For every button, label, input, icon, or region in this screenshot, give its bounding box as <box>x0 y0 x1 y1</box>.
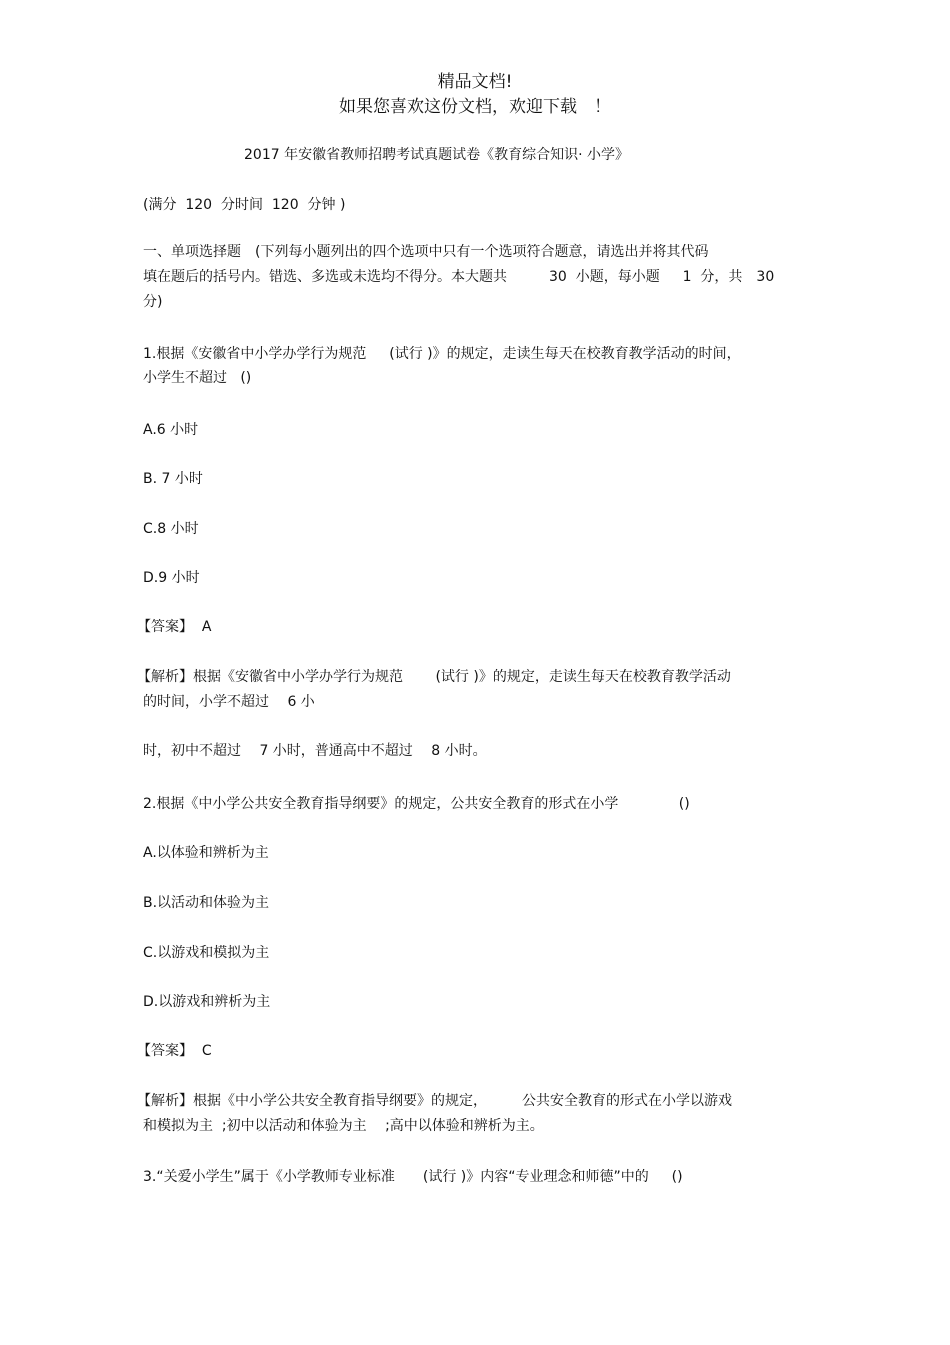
q2-option-a: A.以体验和辨析为主 <box>143 845 269 861</box>
section-instructions-line2: 填在题后的括号内。错选、多选或未选均不得分。本大题共 30 小题，每小题 1 分，共 30 <box>143 269 775 285</box>
exam-meta: (满分 120 分时间 120 分钟 ) <box>143 197 346 213</box>
header-title: 精品文档! <box>437 72 513 92</box>
q1-option-c: C.8 小时 <box>143 521 199 537</box>
q2-option-d: D.以游戏和辨析为主 <box>143 994 271 1010</box>
exam-title: 2017 年安徽省教师招聘考试真题试卷《教育综合知识· 小学》 <box>244 147 629 163</box>
q2-stem-line1: 2.根据《中小学公共安全教育指导纲要》的规定，公共安全教育的形式在小学 () <box>143 796 690 812</box>
section-instructions-line3: 分) <box>143 294 163 310</box>
q1-stem-line1: 1.根据《安徽省中小学办学行为规范 (试行 )》的规定，走读生每天在校教育教学活动的时间， <box>143 346 741 362</box>
q1-analysis-line1: 【解析】根据《安徽省中小学办学行为规范 (试行 )》的规定，走读生每天在校教育教学活动 <box>137 669 731 685</box>
q2-answer: 【答案】 C <box>137 1043 212 1059</box>
q1-answer: 【答案】 A <box>137 619 212 635</box>
q2-option-c: C.以游戏和模拟为主 <box>143 945 270 961</box>
q2-analysis-line1: 【解析】根据《中小学公共安全教育指导纲要》的规定， 公共安全教育的形式在小学以游戏 <box>137 1093 732 1109</box>
header-subtitle: 如果您喜欢这份文档，欢迎下载 ！ <box>339 97 611 117</box>
q1-stem-line2: 小学生不超过 () <box>143 370 252 386</box>
q2-analysis-line2: 和模拟为主 ;初中以活动和体验为主 ;高中以体验和辨析为主。 <box>143 1118 544 1134</box>
q1-analysis-line3: 时，初中不超过 7 小时，普通高中不超过 8 小时。 <box>143 743 487 759</box>
q2-option-b: B.以活动和体验为主 <box>143 895 270 911</box>
q1-option-a: A.6 小时 <box>143 422 199 438</box>
section-instructions-line1: 一、单项选择题 (下列每小题列出的四个选项中只有一个选项符合题意，请选出并将其代码 <box>143 244 709 260</box>
q1-option-d: D.9 小时 <box>143 570 200 586</box>
q1-option-b: B. 7 小时 <box>143 471 203 487</box>
q1-analysis-line2: 的时间，小学不超过 6 小 <box>143 694 315 710</box>
q3-stem-line1: 3.“关爱小学生”属于《小学教师专业标准 (试行 )》内容“专业理念和师德”中的 () <box>143 1169 683 1185</box>
